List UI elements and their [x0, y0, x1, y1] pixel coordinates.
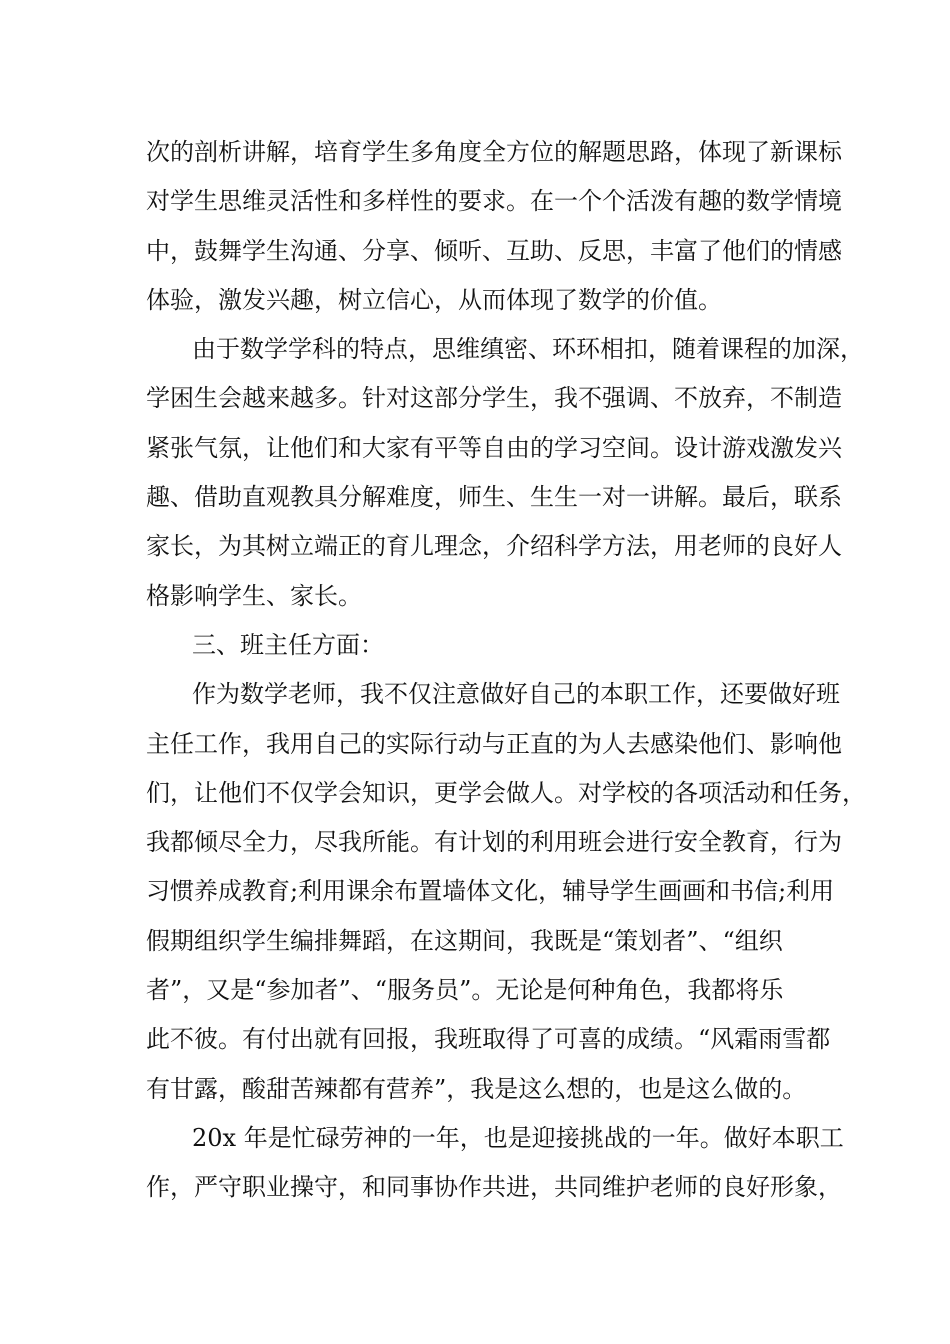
text-line: 趣、借助直观教具分解难度，师生、生生一对一讲解。最后，联系	[146, 483, 842, 512]
text-line: 紧张气氛，让他们和大家有平等自由的学习空间。设计游戏激发兴	[146, 433, 842, 462]
text-line: 对学生思维灵活性和多样性的要求。在一个个活泼有趣的数学情境	[146, 187, 842, 216]
text-line: 20x 年是忙碌劳神的一年，也是迎接挑战的一年。做好本职工	[192, 1123, 844, 1152]
text-line: 格影响学生、家长。	[146, 581, 362, 610]
text-line: 此不彼。有付出就有回报，我班取得了可喜的成绩。“风霜雨雪都	[146, 1025, 831, 1054]
text-line: 作，严守职业操守，和同事协作共进，共同维护老师的良好形象，	[146, 1173, 842, 1202]
text-line: 习惯养成教育;利用课余布置墙体文化，辅导学生画画和书信;利用	[146, 877, 835, 906]
text-line: 中，鼓舞学生沟通、分享、倾听、互助、反思，丰富了他们的情感	[146, 236, 842, 265]
text-line: 们，让他们不仅学会知识，更学会做人。对学校的各项活动和任务，	[146, 778, 866, 807]
text-line: 体验，激发兴趣，树立信心，从而体现了数学的价值。	[146, 285, 722, 314]
text-line: 主任工作，我用自己的实际行动与正直的为人去感染他们、影响他	[146, 729, 842, 758]
text-line: 假期组织学生编排舞蹈，在这期间，我既是“策划者”、“组织	[146, 926, 783, 955]
section-heading: 三、班主任方面：	[192, 630, 384, 659]
text-line: 家长，为其树立端正的育儿理念，介绍科学方法，用老师的良好人	[146, 532, 842, 561]
document-body	[146, 128, 866, 1213]
text-line: 我都倾尽全力，尽我所能。有计划的利用班会进行安全教育，行为	[146, 828, 842, 857]
text-line: 次的剖析讲解，培育学生多角度全方位的解题思路，体现了新课标	[146, 138, 842, 166]
text-line: 学困生会越来越多。针对这部分学生，我不强调、不放弃，不制造	[146, 384, 842, 413]
text-line: 有甘露，酸甜苦辣都有营养”，我是这么想的，也是这么做的。	[146, 1074, 807, 1103]
text-line: 者”，又是“参加者”、“服务员”。无论是何种角色，我都将乐	[146, 976, 784, 1005]
text-line: 由于数学学科的特点，思维缜密、环环相扣，随着课程的加深，	[192, 335, 864, 364]
text-line: 作为数学老师，我不仅注意做好自己的本职工作，还要做好班	[192, 680, 840, 709]
